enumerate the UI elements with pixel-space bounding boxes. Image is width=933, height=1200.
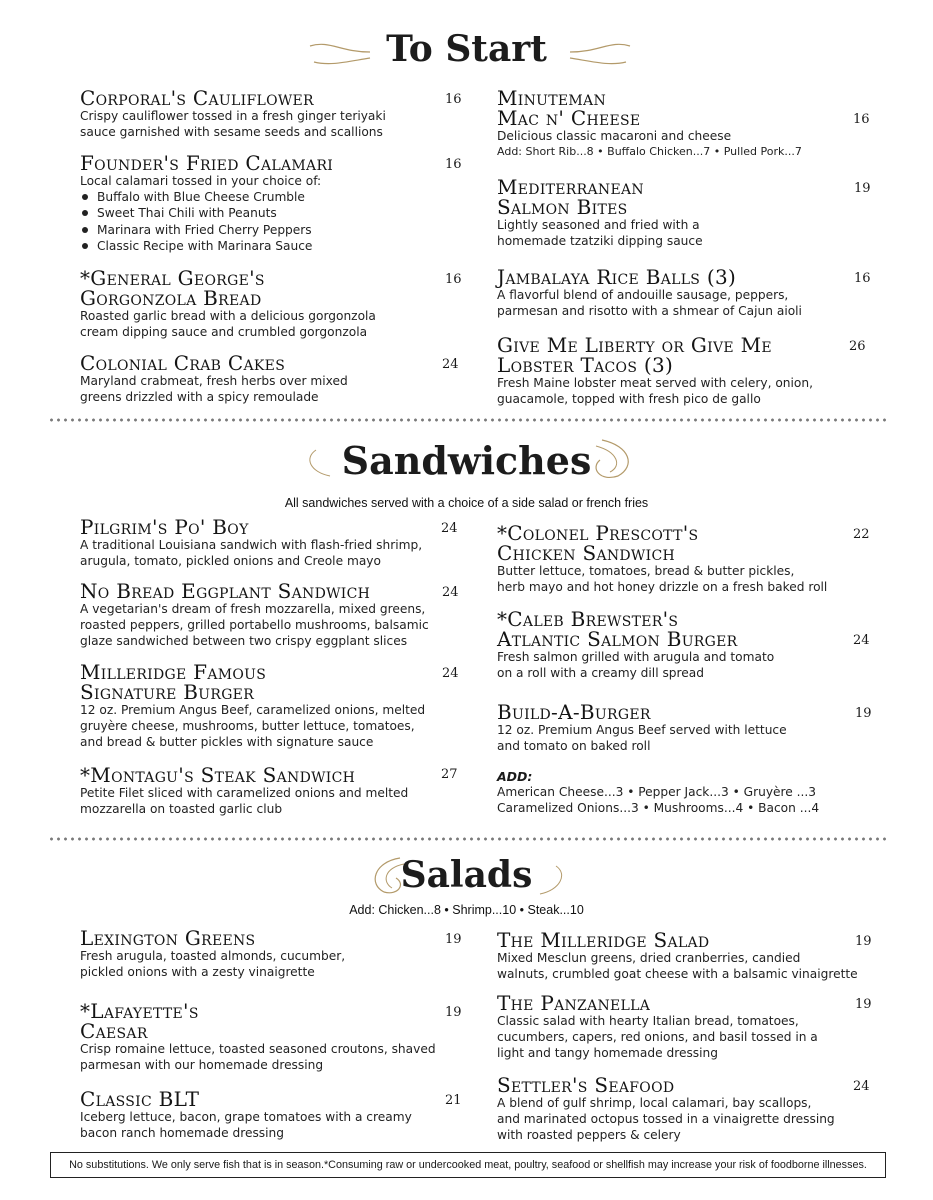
item-name: *Colonel Prescott's [497, 521, 699, 545]
item-price: 16 [445, 92, 462, 107]
footer-disclaimer: No substitutions. We only serve fish that is in season.*Consuming raw or undercooked meat, poultry, seafood or shellfish may increase your risk of foodborne illnesses. [50, 1152, 886, 1178]
item-desc: homemade tzatziki dipping sauce [497, 234, 703, 249]
menu-item [80, 662, 480, 751]
item-desc: Crisp romaine lettuce, toasted seasoned croutons, shaved [80, 1042, 436, 1056]
item-desc: Fresh Maine lobster meat served with celery, onion, [497, 376, 813, 390]
item-desc: greens drizzled with a spicy remoulade [80, 390, 319, 405]
item-price: 21 [445, 1093, 462, 1108]
item-price: 19 [445, 932, 462, 947]
list-item: Sweet Thai Chili with Peanuts [80, 205, 460, 221]
item-desc: parmesan with our homemade dressing [80, 1058, 324, 1073]
list-item: Buffalo with Blue Cheese Crumble [80, 189, 460, 205]
item-name: Chicken Sandwich [497, 541, 675, 565]
item-desc: gruyère cheese, mushrooms, butter lettuce, tomatoes, [80, 719, 415, 734]
item-price: 24 [853, 633, 870, 648]
item-name: Corporal's Cauliflower [80, 86, 314, 110]
item-name: *Caleb Brewster's [497, 607, 679, 631]
item-name: The Milleridge Salad [497, 928, 710, 952]
menu-item [80, 1089, 480, 1141]
item-name: Settler's Seafood [497, 1073, 675, 1097]
item-desc: Delicious classic macaroni and cheese [497, 129, 732, 143]
item-desc: A vegetarian's dream of fresh mozzarella, mixed greens, [80, 602, 426, 616]
item-name: Give Me Liberty or Give Me [497, 333, 772, 357]
salads-title: Salads [400, 854, 533, 896]
item-price: 24 [442, 585, 459, 600]
item-desc: Roasted garlic bread with a delicious gorgonzola [80, 309, 376, 323]
item-price: 24 [853, 1079, 870, 1094]
item-desc: A traditional Louisiana sandwich with flash-fried shrimp, [80, 538, 423, 552]
item-desc: glaze sandwiched between two crispy eggplant slices [80, 634, 408, 649]
item-desc: and marinated octopus tossed in a vinaigrette dressing [497, 1112, 835, 1127]
sandwiches-title: Sandwiches [341, 438, 592, 483]
item-name: Milleridge Famous [80, 660, 267, 684]
menu-item [80, 928, 480, 980]
menu-item [80, 88, 460, 140]
item-name: Atlantic Salmon Burger [497, 627, 738, 651]
item-desc: Lightly seasoned and fried with a [497, 218, 700, 232]
menu-item [80, 517, 480, 569]
add-ons-line: Caramelized Onions...3 • Mushrooms...4 • Bacon ...4 [497, 801, 820, 816]
item-desc: parmesan and risotto with a shmear of Cajun aioli [497, 304, 802, 319]
menu-item [497, 1075, 877, 1144]
menu-item [497, 267, 872, 319]
item-desc: on a roll with a creamy dill spread [497, 666, 704, 681]
item-desc: Crispy cauliflower tossed in a fresh ginger teriyaki [80, 109, 386, 123]
menu-item [80, 765, 480, 817]
item-desc: roasted peppers, grilled portabello mushrooms, balsamic [80, 618, 429, 633]
item-name: Lobster Tacos (3) [497, 353, 674, 377]
item-name: Mac n' Cheese [497, 106, 641, 130]
item-price: 24 [441, 521, 458, 536]
menu-item [497, 177, 872, 249]
item-desc: A blend of gulf shrimp, local calamari, bay scallops, [497, 1096, 812, 1110]
list-item: Classic Recipe with Marinara Sauce [80, 238, 460, 254]
section-divider [48, 418, 886, 422]
item-name: Gorgonzola Bread [80, 286, 262, 310]
menu-item [497, 609, 877, 681]
item-desc: Maryland crabmeat, fresh herbs over mixed [80, 374, 348, 388]
item-price: 16 [853, 112, 870, 127]
item-desc: and tomato on baked roll [497, 739, 651, 754]
item-desc: Iceberg lettuce, bacon, grape tomatoes with a creamy [80, 1110, 412, 1124]
item-price: 16 [854, 271, 871, 286]
item-price: 19 [854, 181, 871, 196]
item-name: Lexington Greens [80, 926, 256, 950]
add-ons-line: American Cheese...3 • Pepper Jack...3 • Gruyère ...3 [497, 785, 817, 799]
item-name: Colonial Crab Cakes [80, 351, 286, 375]
item-name: *General George's [80, 266, 265, 290]
item-desc: Local calamari tossed in your choice of: [80, 174, 322, 188]
menu-item [497, 523, 877, 595]
item-desc: Fresh salmon grilled with arugula and tomato [497, 650, 775, 664]
item-desc: 12 oz. Premium Angus Beef served with lettuce [497, 723, 787, 737]
menu-item [80, 1001, 480, 1073]
menu-item [497, 702, 877, 754]
item-name: No Bread Eggplant Sandwich [80, 579, 371, 603]
item-name: Build-A-Burger [497, 700, 651, 724]
item-desc: herb mayo and hot honey drizzle on a fresh baked roll [497, 580, 828, 595]
item-name: Minuteman [497, 86, 607, 110]
item-name: The Panzanella [497, 991, 651, 1015]
item-desc: bacon ranch homemade dressing [80, 1126, 284, 1141]
item-desc: Mixed Mesclun greens, dried cranberries, candied [497, 951, 801, 965]
menu-item [80, 353, 460, 405]
menu-item [497, 88, 872, 160]
item-desc: 12 oz. Premium Angus Beef, caramelized onions, melted [80, 703, 426, 717]
item-price: 19 [855, 997, 872, 1012]
item-desc: mozzarella on toasted garlic club [80, 802, 283, 817]
item-name: Pilgrim's Po' Boy [80, 515, 249, 539]
item-desc: guacamole, topped with fresh pico de gallo [497, 392, 761, 407]
item-desc: cream dipping sauce and crumbled gorgonzola [80, 325, 368, 340]
item-desc: walnuts, crumbled goat cheese with a balsamic vinaigrette [497, 967, 858, 982]
item-price: 19 [855, 706, 872, 721]
item-desc: A flavorful blend of andouille sausage, peppers, [497, 288, 789, 302]
item-desc: with roasted peppers & celery [497, 1128, 681, 1143]
item-desc: arugula, tomato, pickled onions and Creole mayo [80, 554, 381, 569]
item-price: 27 [441, 767, 458, 782]
menu-item [80, 581, 480, 650]
item-price: 16 [445, 272, 462, 287]
item-name: Salmon Bites [497, 195, 628, 219]
item-price: 22 [853, 527, 870, 542]
item-add-line: Add: Short Rib...8 • Buffalo Chicken...7 • Pulled Pork...7 [497, 145, 802, 159]
menu-item [80, 153, 460, 254]
item-name: Signature Burger [80, 680, 255, 704]
item-price: 19 [855, 934, 872, 949]
item-desc: and bread & butter pickles with signature sauce [80, 735, 374, 750]
item-price: 16 [445, 157, 462, 172]
item-name: Classic BLT [80, 1087, 200, 1111]
item-desc: Butter lettuce, tomatoes, bread & butter pickles, [497, 564, 795, 578]
menu-item [497, 993, 877, 1062]
list-item: Marinara with Fried Cherry Peppers [80, 222, 460, 238]
add-ons [497, 769, 877, 816]
item-price: 24 [442, 666, 459, 681]
item-desc: Classic salad with hearty Italian bread, tomatoes, [497, 1014, 799, 1028]
item-desc: Petite Filet sliced with caramelized onions and melted [80, 786, 409, 800]
option-list [80, 189, 460, 254]
item-desc: Fresh arugula, toasted almonds, cucumber, [80, 949, 346, 963]
add-ons-label: ADD: [497, 769, 533, 784]
item-price: 24 [442, 357, 459, 372]
item-desc: cucumbers, capers, red onions, and basil tossed in a [497, 1030, 818, 1045]
salads-note: Add: Chicken...8 • Shrimp...10 • Steak...10 [349, 903, 584, 917]
item-desc: pickled onions with a zesty vinaigrette [80, 965, 315, 980]
item-desc: light and tangy homemade dressing [497, 1046, 719, 1061]
item-name: *Montagu's Steak Sandwich [80, 763, 356, 787]
section-divider [48, 837, 886, 841]
item-desc: sauce garnished with sesame seeds and scallions [80, 125, 383, 140]
item-price: 26 [849, 339, 866, 354]
menu-item [497, 930, 877, 982]
item-name: Caesar [80, 1019, 148, 1043]
item-price: 19 [445, 1005, 462, 1020]
menu-item [497, 335, 877, 407]
to-start-title: To Start [386, 28, 547, 70]
item-name: Mediterranean [497, 175, 644, 199]
item-name: Founder's Fried Calamari [80, 151, 334, 175]
sandwiches-note: All sandwiches served with a choice of a side salad or french fries [284, 496, 649, 510]
item-name: Jambalaya Rice Balls (3) [497, 265, 737, 289]
menu-item [80, 268, 460, 340]
item-name: *Lafayette's [80, 999, 199, 1023]
